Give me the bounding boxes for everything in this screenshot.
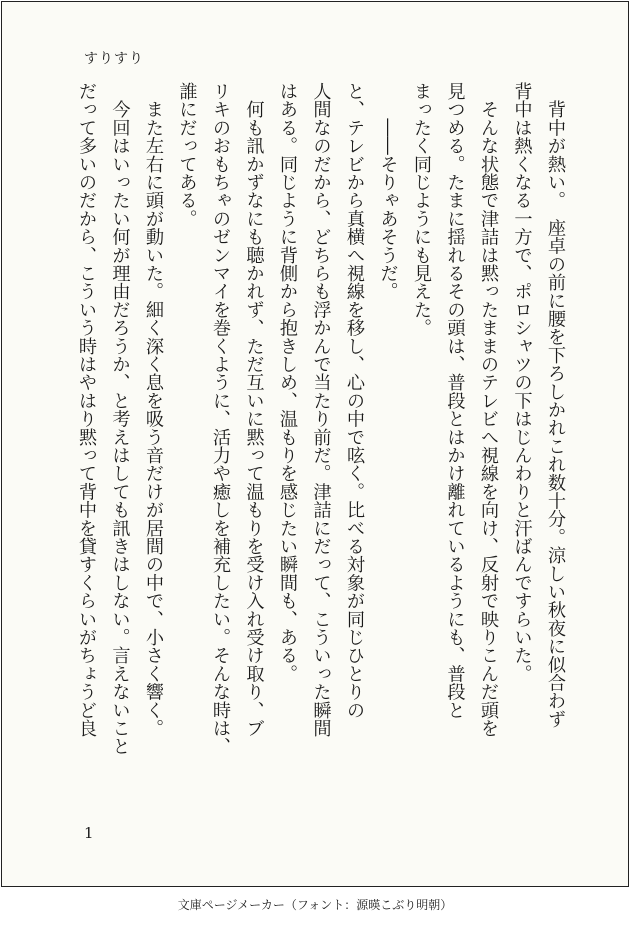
text-line: 今回はいったい何が理由だろうか、と考えはしても訊きはしない。言えないこと	[109, 82, 131, 756]
body-text	[70, 82, 573, 802]
text-line: 人間なのだから、どちらも浮かんで当たり前だ。津詰にだって、こういった瞬間	[310, 82, 332, 738]
text-line: 背中が熱い。 座卓の前に腰を下ろしかれこれ数十分。涼しい秋夜に似合わず	[545, 82, 566, 729]
text-line: まったく同じようにも見えた。	[411, 82, 432, 337]
text-line: と、テレビから真横へ視線を移し、心の中で呟く。比べる対象が同じひとりの	[344, 82, 365, 719]
text-line: ――そりゃあそうだ。	[377, 82, 399, 301]
text-line: だって多いのだから、こういう時はやはり黙って背中を貸すくらいがちょうど良	[76, 82, 97, 738]
text-line: そんな状態で津詰は黙ったままのテレビへ視線を向け、反射で映りこんだ頭を	[478, 82, 499, 738]
page-number: 1	[84, 824, 94, 842]
running-header: すりすり	[84, 51, 144, 67]
text-line: 誰にだってある。	[176, 82, 198, 228]
text-line: また左右に頭が動いた。細く深く息を吸う音だけが居間の中で、小さく響く。	[143, 82, 164, 738]
footer-credit: 文庫ページメーカー（フォント：源暎こぶり明朝）	[177, 898, 453, 912]
text-line: 何も訊かずなにも聴かれず、ただ互いに黙って温もりを受け入れ受け取り、ブ	[243, 82, 265, 738]
book-page	[1, 1, 629, 887]
text-line: 背中は熱くなる一方で、ポロシャツの下はじんわりと汗ばんですらいた。	[511, 82, 533, 683]
text-line: リキのおもちゃのゼンマイを巻くように、活力や癒しを補充したい。そんな時は、	[210, 82, 231, 756]
text-line: はある。同じように背側から抱きしめ、温もりを感じたい瞬間も、ある。	[277, 82, 298, 683]
text-line: 見つめる。たまに揺れるその頭は、普段とはかけ離れているようにも、普段と	[444, 82, 466, 719]
